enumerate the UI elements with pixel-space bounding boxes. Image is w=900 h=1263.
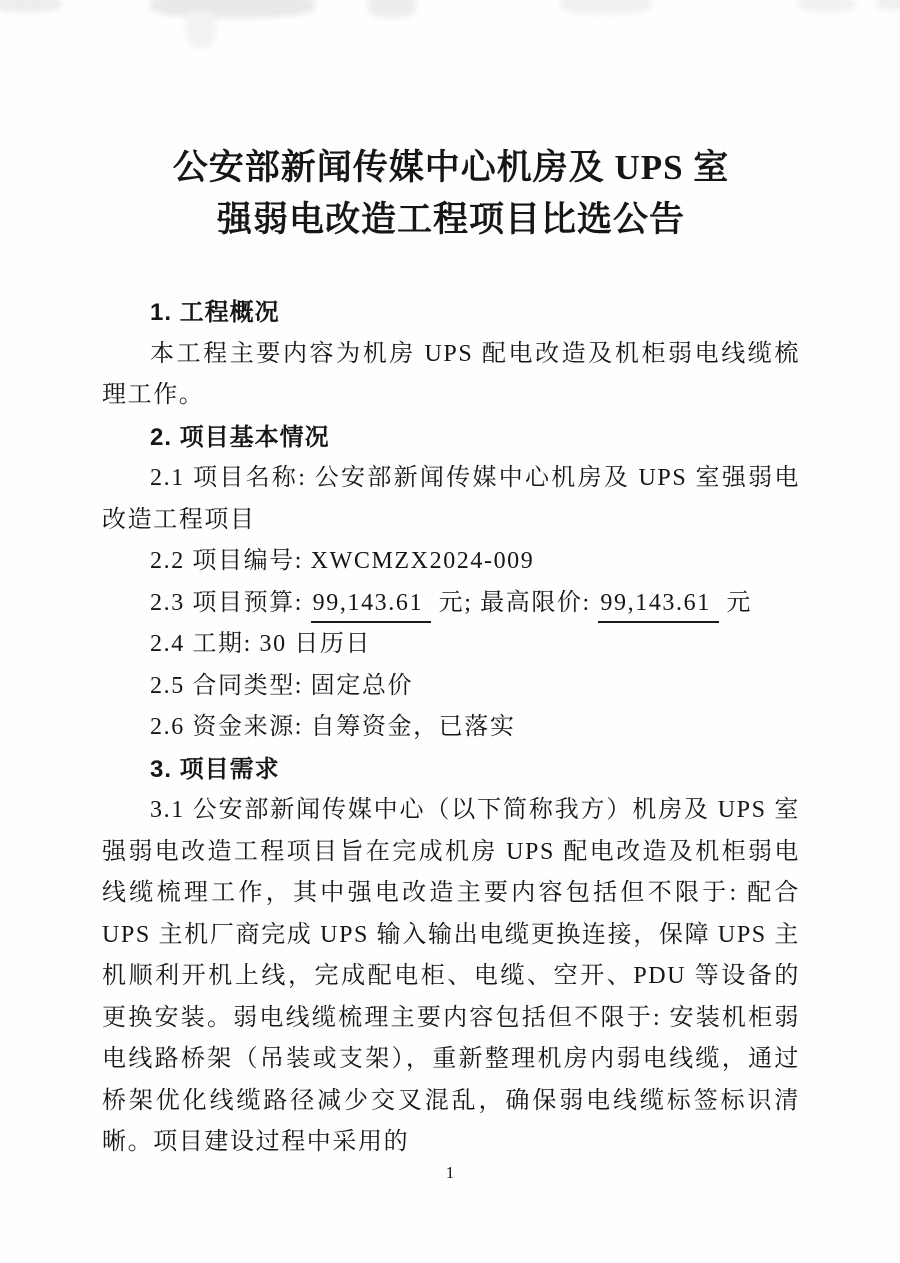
section-3-heading: 3. 项目需求	[150, 755, 280, 783]
item-project-budget	[102, 583, 800, 625]
item-contract-type: 2.5 合同类型: 固定总价	[150, 672, 414, 699]
section-1-heading: 1. 工程概况	[150, 299, 280, 326]
budget-amount: 99,143.61	[311, 586, 431, 623]
page-number: 1	[445, 1163, 455, 1182]
item-construction-period: 2.4 工期: 30 日历日	[150, 631, 372, 657]
item-project-number: 2.2 项目编号: XWCMZX2024-009	[150, 548, 535, 574]
section-1-paragraph: 本工程主要内容为机房 UPS 配电改造及机柜弱电线缆梳理工作。	[102, 340, 800, 408]
max-price-amount: 99,143.61	[598, 586, 718, 623]
item-project-name: 2.1 项目名称: 公安部新闻传媒中心机房及 UPS 室强弱电改造工程项目	[102, 465, 800, 533]
section-2-heading: 2. 项目基本情况	[150, 423, 330, 451]
section-3-paragraph: 3.1 公安部新闻传媒中心（以下简称我方）机房及 UPS 室强弱电改造工程项目旨在完成机房 UPS 配电改造及机柜弱电线缆梳理工作，其中强电改造主要内容包括但不限于: 配合 UPS 主机厂商完成 UPS 输入输出电缆更换连接，保障 UPS 主机顺利开机上线，完成配电柜、电缆、空开、PDU 等设备的更换安装。弱电线缆梳理主要内容包括但不限于: 安装机柜弱电线路桥架（吊装或支架），重新整理机房内弱电线缆，通过桥架优化线缆路径减少交叉混乱，确保弱电线缆标签标识清晰。项目建设过程中采用的	[102, 797, 800, 1155]
document-title-line-2: 强弱电改造工程项目比选公告	[216, 200, 685, 239]
item-funding-source: 2.6 资金来源: 自筹资金，已落实	[150, 714, 516, 740]
document-title	[102, 142, 800, 246]
budget-suffix: 元	[718, 589, 753, 616]
budget-middle: 元; 最高限价:	[431, 589, 599, 616]
budget-prefix: 2.3 项目预算:	[150, 589, 311, 616]
document-title-line-1: 公安部新闻传媒中心机房及 UPS 室	[172, 148, 730, 187]
